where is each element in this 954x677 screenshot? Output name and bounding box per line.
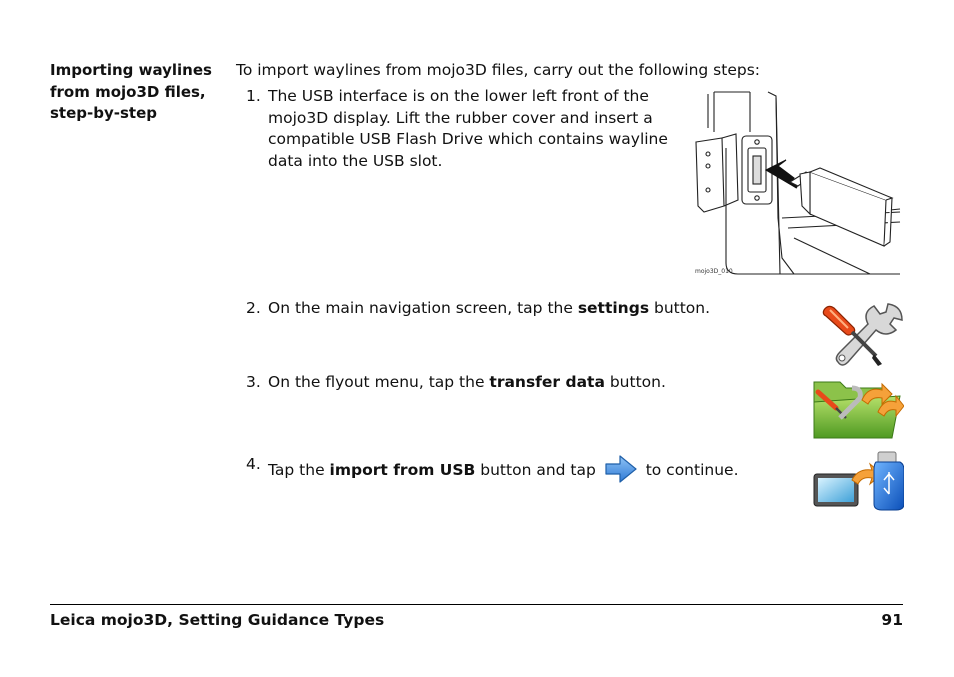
- step-text-part: button.: [649, 299, 711, 317]
- figure-caption: mojo3D_010: [695, 268, 733, 275]
- footer-divider: [50, 604, 903, 605]
- step-number: 1.: [246, 87, 261, 105]
- footer-title: Leica mojo3D, Setting Guidance Types: [50, 611, 385, 629]
- step-text-part: button and tap: [475, 461, 601, 479]
- step-4: [246, 454, 786, 482]
- step-number: 4.: [246, 455, 261, 473]
- step-text-part: Tap the: [268, 461, 330, 479]
- step-text: [268, 298, 710, 320]
- page-number: 91: [881, 611, 903, 629]
- step-text: [268, 372, 666, 394]
- step-text: The USB interface is on the lower left front of the mojo3D display. Lift the rubber cover and insert a compatible USB Flash Drive which contains wayline data into the USB slot.: [268, 87, 668, 170]
- step-text-part: On the main navigation screen, tap the: [268, 299, 578, 317]
- step-2: [246, 298, 766, 320]
- import-from-usb-icon: [812, 450, 904, 512]
- settings-button-label: settings: [577, 299, 650, 317]
- step-text-part: On the flyout menu, tap the: [268, 373, 490, 391]
- step-1: [246, 86, 676, 176]
- step-3: [246, 372, 766, 394]
- step-number: 3.: [246, 373, 261, 391]
- transfer-data-folder-icon: [812, 378, 904, 440]
- step-text: [268, 454, 739, 484]
- settings-tools-icon: [818, 300, 904, 370]
- section-heading: Importing waylines from mojo3D files, step-by-step: [50, 61, 212, 122]
- section-intro: To import waylines from mojo3D files, carry out the following steps:: [236, 61, 761, 79]
- continue-arrow-icon: [604, 454, 638, 484]
- step-text-part: to continue.: [640, 461, 739, 479]
- step-text-part: button.: [604, 373, 666, 391]
- import-from-usb-button-label: import from USB: [329, 461, 476, 479]
- transfer-data-button-label: transfer data: [489, 373, 605, 391]
- usb-insert-illustration: [690, 88, 903, 278]
- step-number: 2.: [246, 299, 261, 317]
